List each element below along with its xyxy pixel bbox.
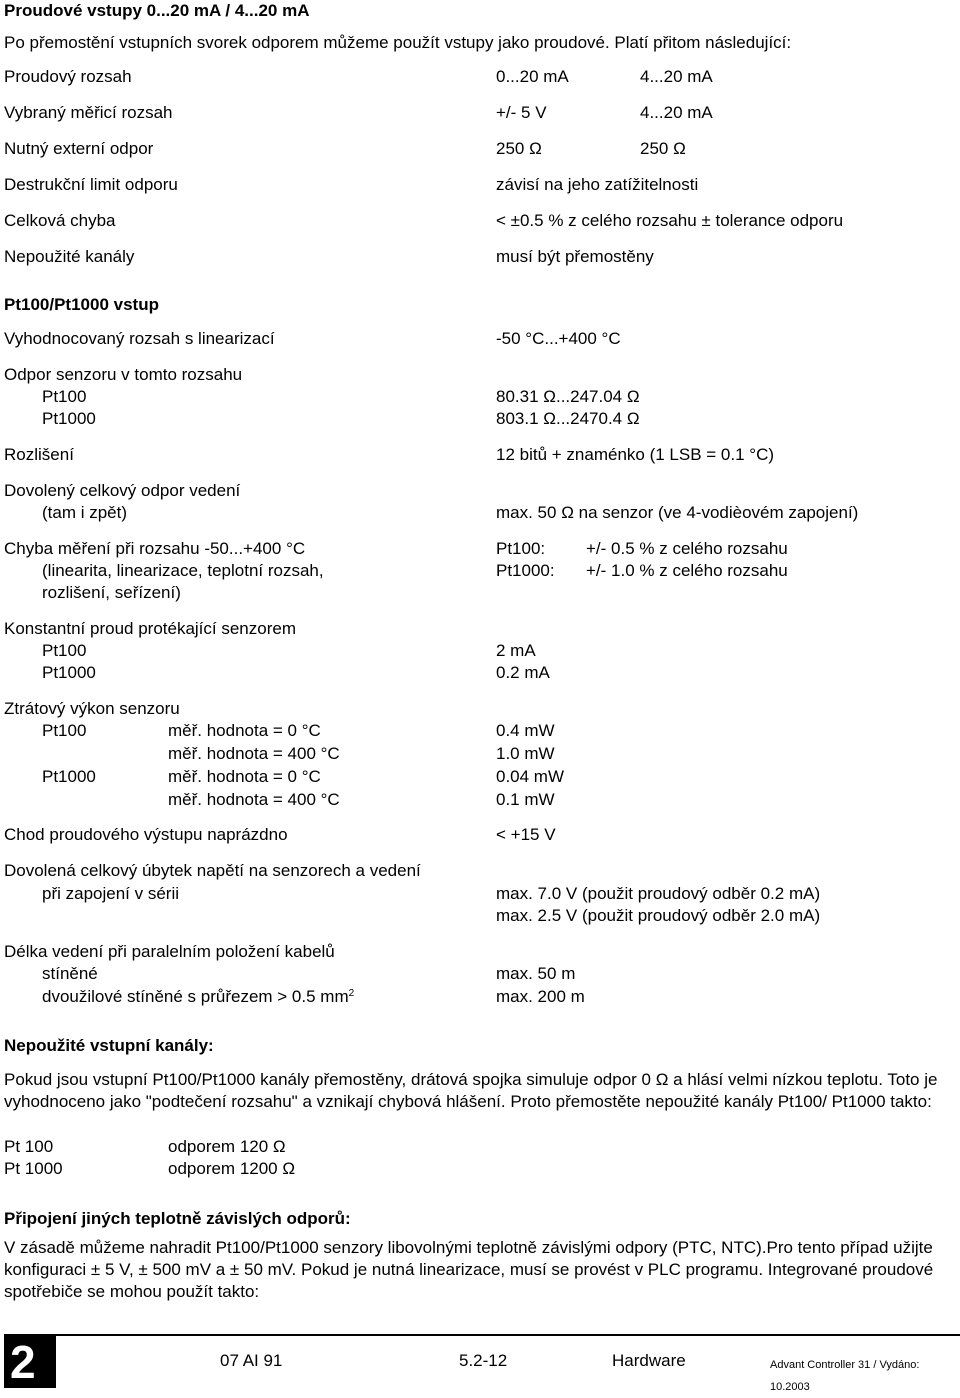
- range-label: Vyhodnocovaný rozsah s linearizací: [4, 329, 275, 348]
- chapter-number: 2: [10, 1336, 36, 1388]
- row-label: Destrukční limit odporu: [4, 175, 178, 194]
- power-value: 0.04 mW: [496, 767, 565, 786]
- power-condition: měř. hodnota = 400 °C: [168, 744, 340, 763]
- unused-row-label: Pt 1000: [4, 1159, 63, 1178]
- drop-label-sub: při zapojení v sérii: [42, 884, 180, 903]
- res-pt100-value: 80.31 Ω...247.04 Ω: [496, 387, 640, 406]
- idle-value: < +15 V: [496, 825, 556, 844]
- range-value: -50 °C...+400 °C: [496, 329, 621, 348]
- unused-row-label: Pt 100: [4, 1137, 54, 1156]
- pt1000-label: Pt1000: [42, 767, 96, 786]
- superscript: 2: [348, 988, 355, 999]
- error-pt1000-key: Pt1000:: [496, 561, 555, 580]
- footer-edition: Advant Controller 31 / Vydáno: 10.2003: [770, 1359, 920, 1393]
- section-title-pt100: Pt100/Pt1000 vstup: [4, 295, 159, 314]
- length-shielded-label: stíněné: [42, 964, 98, 983]
- row-value: 250 Ω: [496, 139, 542, 158]
- row-label: Vybraný měřicí rozsah: [4, 103, 173, 122]
- error-label: Chyba měření při rozsahu -50...+400 °C: [4, 539, 306, 558]
- footer-section: Hardware: [612, 1351, 686, 1370]
- footer-module: 07 AI 91: [220, 1351, 283, 1370]
- lead-value: max. 50 Ω na senzor (ve 4-vodièovém zapojení): [496, 503, 859, 522]
- row-label: Celková chyba: [4, 211, 116, 230]
- row-value: < ±0.5 % z celého rozsahu ± tolerance odporu: [496, 211, 844, 230]
- footer-page: 5.2-12: [459, 1351, 508, 1370]
- pt100-label: Pt100: [42, 641, 87, 660]
- section-title-current-inputs: Proudové vstupy 0...20 mA / 4...20 mA: [4, 1, 310, 20]
- error-pt100-value: +/- 0.5 % z celého rozsahu: [586, 539, 788, 558]
- power-label: Ztrátový výkon senzoru: [4, 699, 180, 718]
- row-label: Proudový rozsah: [4, 67, 132, 86]
- row-value: závisí na jeho zatížitelnosti: [496, 175, 699, 194]
- drop-value: max. 2.5 V (použit proudový odběr 2.0 mA): [496, 906, 821, 925]
- lead-label-sub: (tam i zpět): [42, 503, 128, 522]
- resolution-value: 12 bitů + znaménko (1 LSB = 0.1 °C): [496, 445, 775, 464]
- row-value: 250 Ω: [640, 139, 686, 158]
- length-label: Délka vedení při paralelním položení kabelů: [4, 942, 335, 961]
- other-resistors-paragraph: V zásadě můžeme nahradit Pt100/Pt1000 senzory libovolnými teplotně závislými odpory (PTC, NTC).Pro tento případ užijte konfiguraci ± 5 V, ± 500 mV a ± 50 mV. Pokud je nutná linearizace, musí se provést v PLC programu. Integrované proudové spotřebiče se mohou použít takto:: [4, 1238, 934, 1301]
- power-value: 0.4 mW: [496, 721, 555, 740]
- pt1000-label: Pt1000: [42, 663, 96, 682]
- unused-row-value: odporem 120 Ω: [168, 1137, 286, 1156]
- row-value: +/- 5 V: [496, 103, 547, 122]
- current-pt1000-value: 0.2 mA: [496, 663, 550, 682]
- resistance-label: Odpor senzoru v tomto rozsahu: [4, 365, 243, 384]
- length-shielded-value: max. 50 m: [496, 964, 576, 983]
- section-title-unused: Nepoužité vstupní kanály:: [4, 1036, 214, 1055]
- pt100-label: Pt100: [42, 387, 87, 406]
- length-twisted-label: [42, 986, 354, 1008]
- footer-rule: [4, 1334, 960, 1336]
- length-twisted-value: max. 200 m: [496, 987, 585, 1006]
- row-label: Nepoužité kanály: [4, 247, 135, 266]
- row-value: 4...20 mA: [640, 103, 713, 122]
- idle-label: Chod proudového výstupu naprázdno: [4, 825, 288, 844]
- current-pt100-value: 2 mA: [496, 641, 536, 660]
- error-pt1000-value: +/- 1.0 % z celého rozsahu: [586, 561, 788, 580]
- row-value: musí být přemostěny: [496, 247, 654, 266]
- drop-label: Dovolená celkový úbytek napětí na senzorech a vedení: [4, 861, 421, 880]
- error-label-sub: rozlišení, seřízení): [42, 583, 181, 602]
- power-value: 0.1 mW: [496, 790, 555, 809]
- section-title-other-resistors: Připojení jiných teplotně závislých odporů:: [4, 1209, 351, 1228]
- unused-paragraph: Pokud jsou vstupní Pt100/Pt1000 kanály přemostěny, drátová spojka simuluje odpor 0 Ω a hlásí velmi nízkou teplotu. Toto je vyhodnoceno jako "podtečení rozsahu" a vznikají chybová hlášení. Proto přemostěte nepoužité kanály Pt100/ Pt1000 takto:: [4, 1070, 938, 1111]
- unused-row-value: odporem 1200 Ω: [168, 1159, 296, 1178]
- power-condition: měř. hodnota = 0 °C: [168, 721, 321, 740]
- length-twisted-text: dvoužilové stíněné s průřezem > 0.5 mm: [42, 987, 349, 1006]
- power-value: 1.0 mW: [496, 744, 555, 763]
- resolution-label: Rozlišení: [4, 445, 74, 464]
- current-label: Konstantní proud protékající senzorem: [4, 619, 296, 638]
- power-condition: měř. hodnota = 0 °C: [168, 767, 321, 786]
- power-condition: měř. hodnota = 400 °C: [168, 790, 340, 809]
- pt100-label: Pt100: [42, 721, 87, 740]
- pt1000-label: Pt1000: [42, 409, 96, 428]
- current-inputs-intro: Po přemostění vstupních svorek odporem můžeme použít vstupy jako proudové. Platí přitom následující:: [4, 33, 792, 52]
- row-label: Nutný externí odpor: [4, 139, 154, 158]
- res-pt1000-value: 803.1 Ω...2470.4 Ω: [496, 409, 640, 428]
- drop-value: max. 7.0 V (použit proudový odběr 0.2 mA): [496, 884, 821, 903]
- row-value: 0...20 mA: [496, 67, 569, 86]
- row-value: 4...20 mA: [640, 67, 713, 86]
- error-label-sub: (linearita, linearizace, teplotní rozsah,: [42, 561, 324, 580]
- error-pt100-key: Pt100:: [496, 539, 546, 558]
- lead-label: Dovolený celkový odpor vedení: [4, 481, 241, 500]
